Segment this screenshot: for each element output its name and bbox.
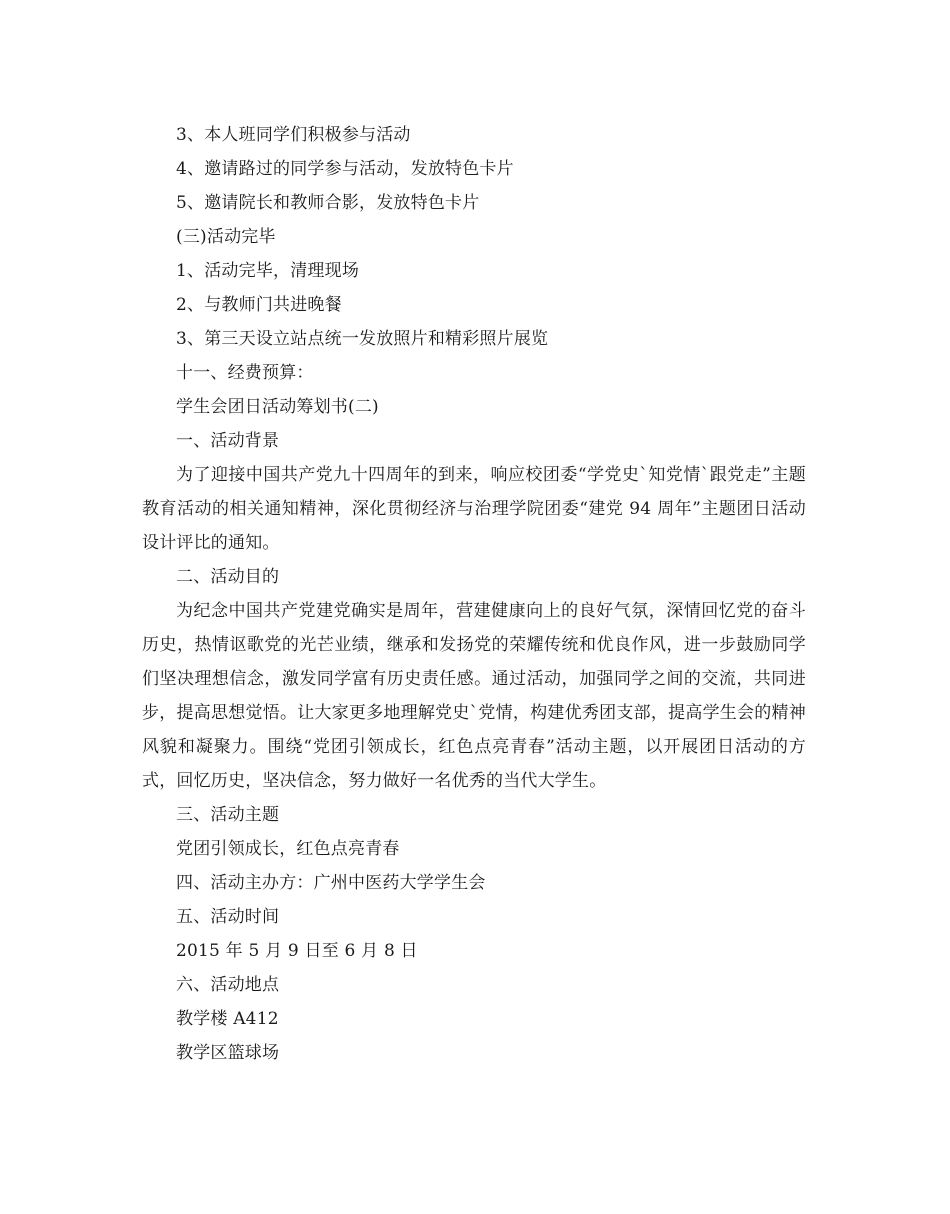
section-heading: 一、活动背景 xyxy=(176,431,280,451)
paragraph: 为纪念中国共产党建党确实是周年，营建健康向上的良好气氛，深情回忆党的奋斗历史，热情讴歌党的光芒业绩，继承和发扬党的荣耀传统和优良作风，进一步鼓励同学们坚决理想信念，激发同学富有历史责任感。通过活动，加强同学之间的交流，共同进步，提高思想觉悟。让大家更多地理解党史`党情，构建优秀团支部，提高学生会的精神风貌和凝聚力。围绕“党团引领成长，红色点亮青春”活动主题，以开展团日活动的方式，回忆历史，坚决信念，努力做好一名优秀的当代大学生。 xyxy=(142,601,806,791)
list-item: 2、与教师门共进晚餐 xyxy=(176,295,342,315)
section-heading: 二、活动目的 xyxy=(176,567,280,587)
section-heading: 五、活动时间 xyxy=(176,907,280,927)
section-text: 2015 年 5 月 9 日至 6 月 8 日 xyxy=(176,941,418,961)
document-title: 学生会团日活动筹划书(二) xyxy=(176,397,379,417)
list-item: 1、活动完毕，清理现场 xyxy=(176,261,360,281)
section-text: 党团引领成长，红色点亮青春 xyxy=(176,839,400,859)
section-heading: 三、活动主题 xyxy=(176,805,280,825)
section-text: 教学楼 A412 xyxy=(176,1009,279,1029)
document-body xyxy=(142,118,806,1070)
paragraph: 为了迎接中国共产党九十四周年的到来，响应校团委“学党史`知党情`跟党走”主题教育活动的相关通知精神，深化贯彻经济与治理学院团委“建党 94 周年”主题团日活动设计评比的通知。 xyxy=(142,465,806,553)
section-text: 教学区篮球场 xyxy=(176,1043,280,1063)
section-heading: 十一、经费预算： xyxy=(176,363,314,383)
list-item: 3、本人班同学们积极参与活动 xyxy=(176,125,411,145)
section-heading: 六、活动地点 xyxy=(176,975,280,995)
list-item: 3、第三天设立站点统一发放照片和精彩照片展览 xyxy=(176,329,549,349)
list-item: 4、邀请路过的同学参与活动，发放特色卡片 xyxy=(176,159,514,179)
list-item: 5、邀请院长和教师合影，发放特色卡片 xyxy=(176,193,480,213)
section-heading: 四、活动主办方：广州中医药大学学生会 xyxy=(176,873,486,893)
section-heading: (三)活动完毕 xyxy=(176,227,276,247)
